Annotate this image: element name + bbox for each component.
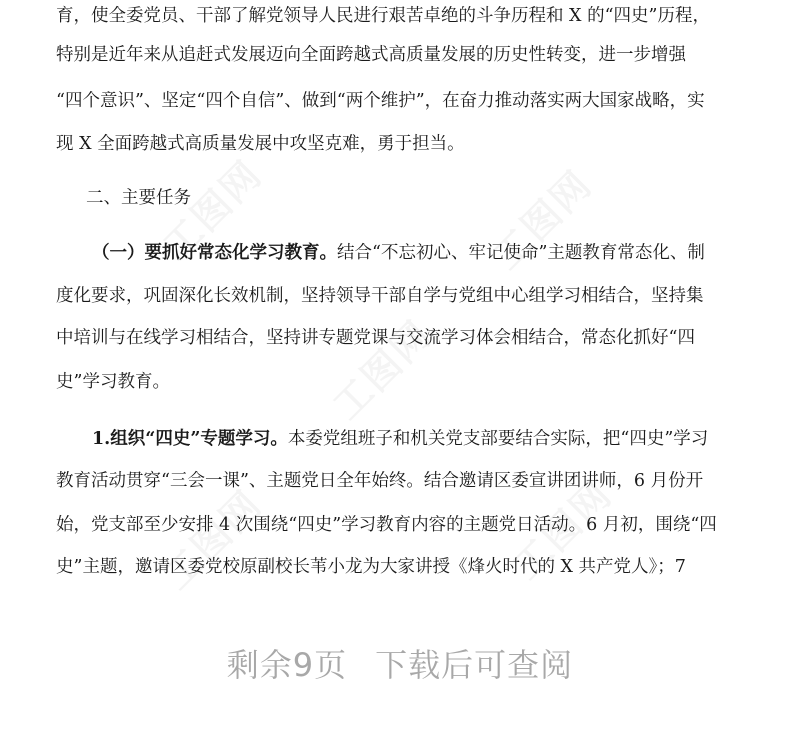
- paragraph-line: [56, 469, 746, 493]
- subsection-text: 结合“不忘初心、牢记使命”主题教育常态化、制: [337, 243, 705, 263]
- download-to-view-label: 下载后可查阅: [375, 646, 574, 684]
- paragraph-line: [56, 370, 746, 394]
- paragraph-text: 史”学习教育。: [56, 372, 170, 392]
- remaining-pages-label: 剩余9页: [226, 646, 348, 684]
- paragraph-line: [56, 4, 746, 28]
- paragraph-text: 度化要求，巩固深化长效机制，坚持领导干部自学与党组中心组学习相结合，坚持集: [56, 286, 704, 306]
- watermark-text: [148, 476, 272, 600]
- item-text: 本委党组班子和机关党支部要结合实际，把“四史”学习: [287, 429, 709, 449]
- paragraph-text: 中培训与在线学习相结合，坚持讲专题党课与交流学习体会相结合，常态化抓好“四: [56, 328, 695, 348]
- paragraph-text: 特别是近年来从追赶式发展迈向全面跨越式高质量发展的历史性转变，进一步增强: [56, 45, 686, 65]
- section-heading: 二、主要任务: [86, 188, 191, 208]
- paragraph-line: [56, 326, 746, 350]
- paragraph-text: 教育活动贯穿“三会一课”、主题党日全年始终。结合邀请区委宣讲团讲师，6 月份开: [56, 471, 704, 491]
- paragraph-text: 现 X 全面跨越式高质量发展中攻坚克难，勇于担当。: [56, 134, 465, 154]
- item-first-line: [92, 427, 746, 451]
- download-prompt[interactable]: [0, 640, 800, 686]
- paragraph-line: [56, 132, 746, 156]
- subsection-title: （一）要抓好常态化学习教育。: [92, 243, 337, 263]
- paragraph-text: 育，使全委党员、干部了解党领导人民进行艰苦卓绝的斗争历程和 X 的“四史”历程，: [56, 6, 710, 26]
- paragraph-line: [56, 513, 746, 537]
- paragraph-text: “四个意识”、坚定“四个自信”、做到“两个维护”，在奋力推动落实两大国家战略，实: [56, 91, 705, 111]
- paragraph-line: [56, 284, 746, 308]
- paragraph-line: [56, 89, 746, 113]
- watermark-text: [318, 306, 442, 430]
- paragraph-text: 始，党支部至少安排 4 次围绕“四史”学习教育内容的主题党日活动。6 月初，围绕“四: [56, 515, 717, 535]
- item-title: 1.组织“四史”专题学习。: [92, 429, 288, 449]
- subsection-first-line: [92, 241, 746, 265]
- paragraph-text: 史”主题，邀请区委党校原副校长苇小龙为大家讲授《烽火时代的 X 共产党人》；7: [56, 557, 686, 577]
- paragraph-line: [56, 555, 746, 579]
- paragraph-line: [56, 43, 746, 67]
